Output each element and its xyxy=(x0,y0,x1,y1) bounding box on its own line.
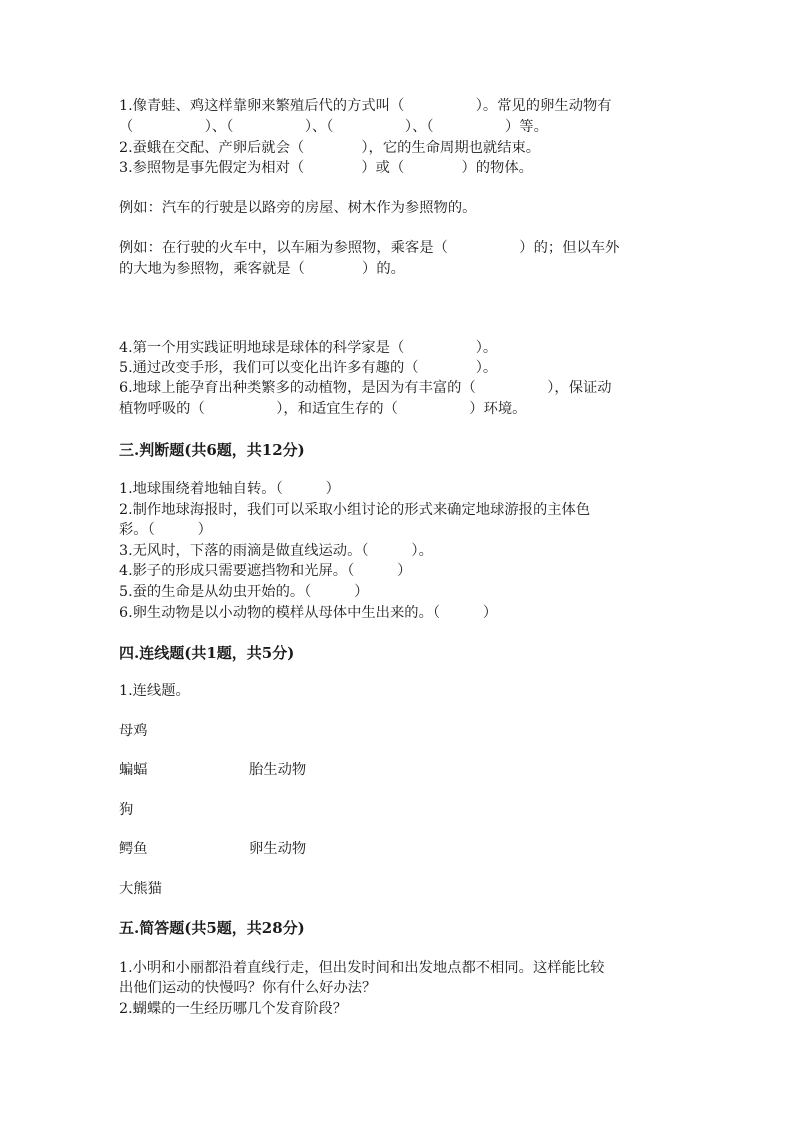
match-prompt: 1.连线题。 xyxy=(119,683,190,699)
fill-question-1-line-2: （ ）、（ ）、（ ）、（ ）等。 xyxy=(119,119,548,135)
fill-example-2-line-1: 例如：在行驶的火车中，以车厢为参照物，乘客是（ ）的；但以车外 xyxy=(119,240,620,256)
fill-question-4: 4.第一个用实践证明地球是球体的科学家是（ ）。 xyxy=(119,340,498,356)
fill-example-2-line-2: 的大地为参照物，乘客就是（ ）的。 xyxy=(119,261,405,277)
judge-question-4: 4.影子的形成只需要遮挡物和光屏。（ ） xyxy=(119,563,412,579)
fill-question-6-line-1: 6.地球上能孕育出种类繁多的动植物，是因为有丰富的（ ），保证动 xyxy=(119,380,612,396)
match-section-heading: 四.连线题(共1题，共5分) xyxy=(119,644,295,662)
short-answer-question-1-line-2: 出他们运动的快慢吗？你有什么好办法？ xyxy=(119,980,377,996)
fill-question-5: 5.通过改变手形，我们可以变化出许多有趣的（ ）。 xyxy=(119,360,498,376)
fill-example-1: 例如：汽车的行驶是以路旁的房屋、树木作为参照物的。 xyxy=(119,200,477,216)
match-category-viviparous: 胎生动物 xyxy=(249,762,307,778)
judge-question-2-line-2: 彩。（ ） xyxy=(119,522,212,538)
match-animal-dog: 狗 xyxy=(119,802,134,818)
judge-question-2-line-1: 2.制作地球海报时，我们可以采取小组讨论的形式来确定地球游报的主体色 xyxy=(119,502,591,518)
judge-question-1: 1.地球围绕着地轴自转。（ ） xyxy=(119,481,340,497)
match-animal-crocodile: 鳄鱼 xyxy=(119,841,148,857)
match-animal-bat: 蝙蝠 xyxy=(119,762,148,778)
fill-question-6-line-2: 植物呼吸的（ ），和适宜生存的（ ）环境。 xyxy=(119,401,527,417)
short-answer-question-1-line-1: 1.小明和小丽都沿着直线行走，但出发时间和出发地点都不相同。这样能比较 xyxy=(119,960,605,976)
fill-question-1-line-1: 1.像青蛙、鸡这样靠卵来繁殖后代的方式叫（ ）。常见的卵生动物有 xyxy=(119,98,612,114)
judge-question-5: 5.蚕的生命是从幼虫开始的。（ ） xyxy=(119,584,369,600)
judge-question-6: 6.卵生动物是以小动物的模样从母体中生出来的。（ ） xyxy=(119,605,498,621)
match-animal-panda: 大熊猫 xyxy=(119,881,162,897)
short-answer-section-heading: 五.简答题(共5题，共28分) xyxy=(119,919,305,937)
match-animal-hen: 母鸡 xyxy=(119,723,148,739)
match-category-oviparous: 卵生动物 xyxy=(249,841,307,857)
fill-question-3: 3.参照物是事先假定为相对（ ）或（ ）的物体。 xyxy=(119,160,533,176)
judge-question-3: 3.无风时，下落的雨滴是做直线运动。（ ）。 xyxy=(119,543,433,559)
short-answer-question-2: 2.蝴蝶的一生经历哪几个发育阶段？ xyxy=(119,1001,348,1017)
judge-section-heading: 三.判断题(共6题，共12分) xyxy=(119,441,305,459)
fill-question-2: 2.蚕蛾在交配、产卵后就会（ ），它的生命周期也就结束。 xyxy=(119,140,541,156)
